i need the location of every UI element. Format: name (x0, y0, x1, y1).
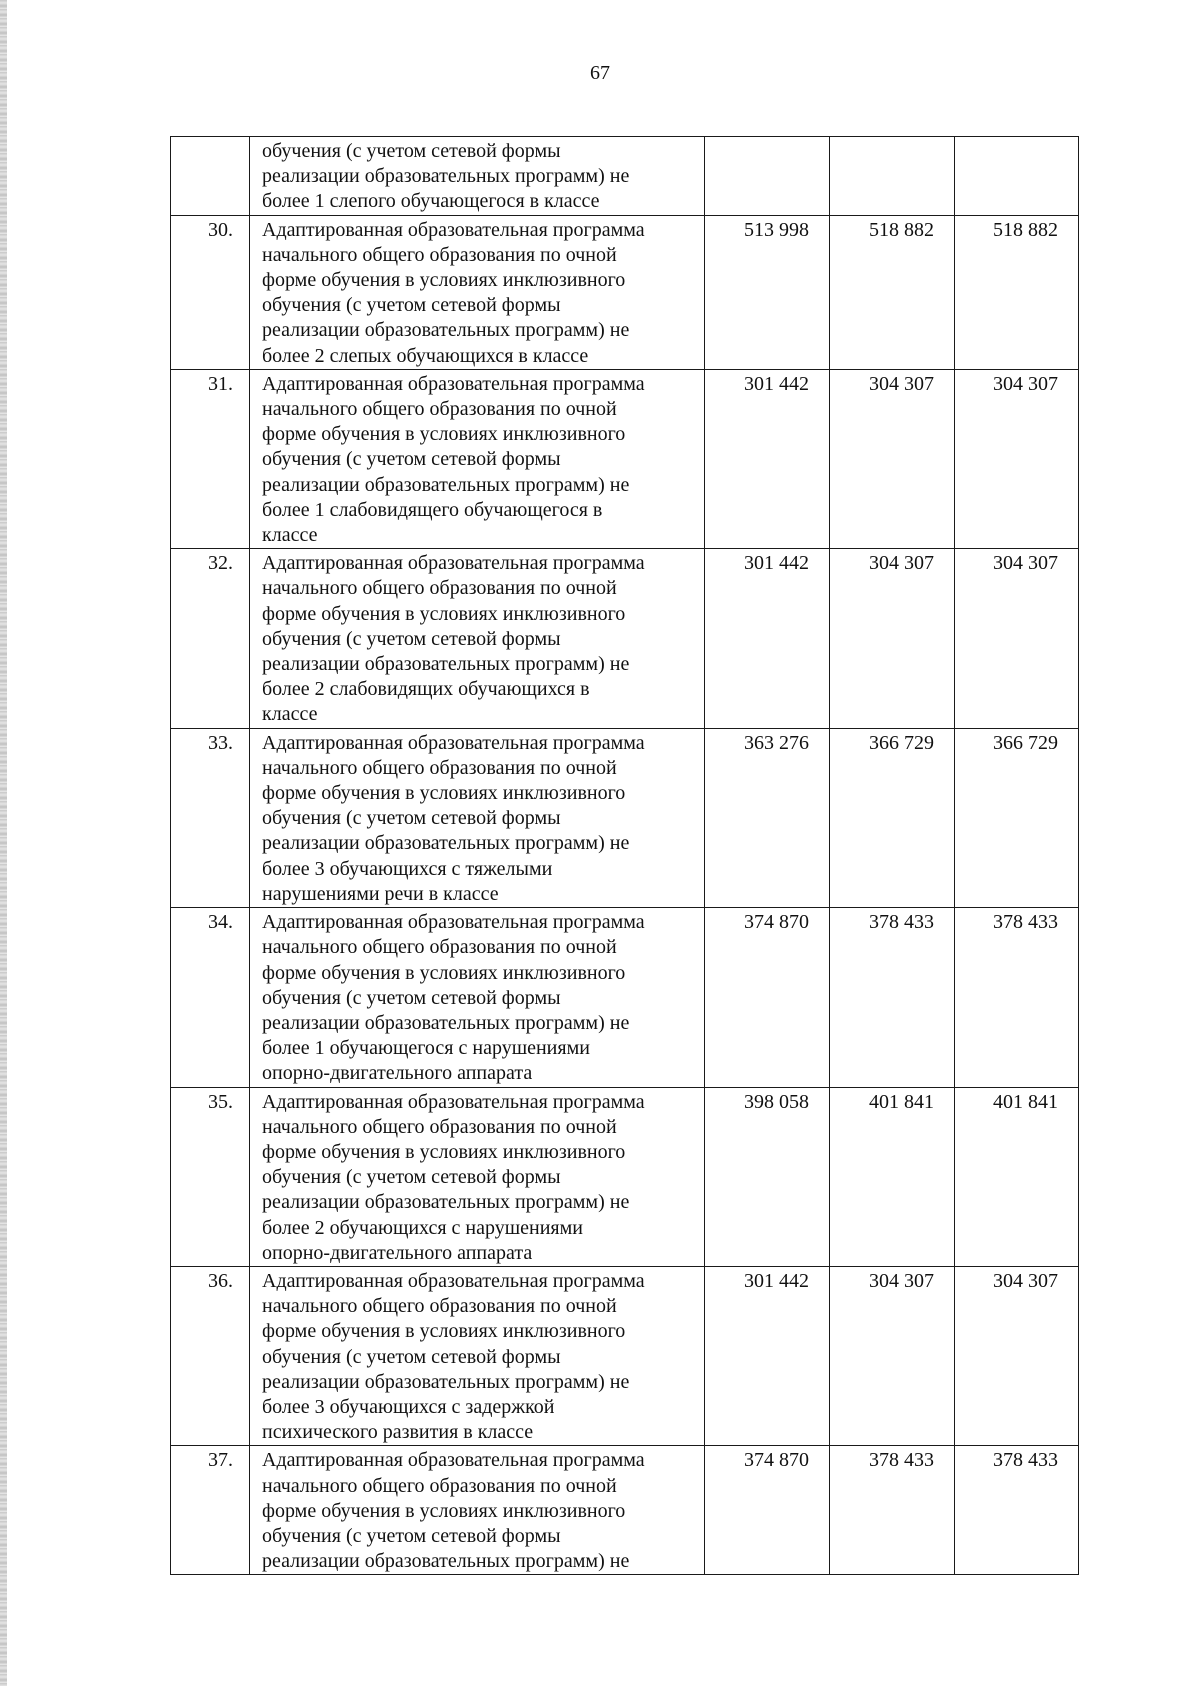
value-year-2: 304 307 (830, 1266, 955, 1445)
description-line: обучения (с учетом сетевой формы (262, 986, 561, 1009)
description-line: опорно-двигательного аппарата (262, 1241, 533, 1264)
description-line: реализации образовательных программ) не (262, 832, 630, 855)
table-row (171, 549, 1079, 728)
page-number: 67 (590, 62, 610, 84)
description-line: обучения (с учетом сетевой формы (262, 1345, 561, 1368)
program-description (250, 1087, 705, 1266)
description-line: Адаптированная образовательная программа (262, 1090, 645, 1113)
description-line: форме обучения в условиях инклюзивного (262, 269, 626, 292)
table-row (171, 1266, 1079, 1445)
description-line: реализации образовательных программ) не (262, 473, 630, 496)
program-description (250, 908, 705, 1087)
description-line: начального общего образования по очной (262, 756, 617, 779)
value-year-1: 374 870 (705, 908, 830, 1087)
row-number: 30. (171, 215, 250, 369)
description-line: реализации образовательных программ) не (262, 1550, 630, 1573)
description-line: психического развития в классе (262, 1421, 534, 1444)
row-number: 31. (171, 369, 250, 548)
row-number: 37. (171, 1446, 250, 1575)
table-row (171, 728, 1079, 907)
description-line: Адаптированная образовательная программа (262, 911, 645, 934)
value-year-1: 374 870 (705, 1446, 830, 1575)
description-line: начального общего образования по очной (262, 1115, 617, 1138)
scan-edge-artifact (0, 0, 7, 1686)
value-year-1: 363 276 (705, 728, 830, 907)
description-line: обучения (с учетом сетевой формы (262, 807, 561, 830)
description-line: Адаптированная образовательная программа (262, 218, 645, 241)
description-line: более 3 обучающихся с задержкой (262, 1395, 555, 1418)
value-year-1 (705, 137, 830, 216)
description-line: форме обучения в условиях инклюзивного (262, 423, 626, 446)
table-row (171, 369, 1079, 548)
description-line: более 2 слепых обучающихся в классе (262, 344, 589, 367)
program-description (250, 215, 705, 369)
description-line: реализации образовательных программ) не (262, 165, 630, 188)
description-line: более 1 обучающегося с нарушениями (262, 1037, 590, 1060)
description-line: реализации образовательных программ) не (262, 1370, 630, 1393)
value-year-2 (830, 137, 955, 216)
description-line: Адаптированная образовательная программа (262, 1449, 645, 1472)
program-description (250, 137, 705, 216)
value-year-3: 304 307 (955, 549, 1079, 728)
description-line: классе (262, 703, 318, 726)
description-line: реализации образовательных программ) не (262, 1191, 630, 1214)
description-line: форме обучения в условиях инклюзивного (262, 1499, 626, 1522)
value-year-1: 513 998 (705, 215, 830, 369)
row-number: 32. (171, 549, 250, 728)
value-year-3 (955, 137, 1079, 216)
value-year-3: 518 882 (955, 215, 1079, 369)
value-year-3: 378 433 (955, 908, 1079, 1087)
value-year-3: 378 433 (955, 1446, 1079, 1575)
description-line: форме обучения в условиях инклюзивного (262, 1140, 626, 1163)
program-description (250, 369, 705, 548)
table-body (171, 137, 1079, 1575)
description-line: более 2 обучающихся с нарушениями (262, 1216, 583, 1239)
description-line: обучения (с учетом сетевой формы (262, 140, 561, 162)
program-description (250, 549, 705, 728)
description-line: более 2 слабовидящих обучающихся в (262, 678, 590, 701)
description-line: начального общего образования по очной (262, 1474, 617, 1497)
description-line: начального общего образования по очной (262, 398, 617, 421)
value-year-1: 301 442 (705, 1266, 830, 1445)
description-line: реализации образовательных программ) не (262, 1011, 630, 1034)
description-line: начального общего образования по очной (262, 936, 617, 959)
description-line: Адаптированная образовательная программа (262, 1269, 645, 1292)
description-line: форме обучения в условиях инклюзивного (262, 961, 626, 984)
description-line: более 1 слепого обучающегося в классе (262, 190, 600, 213)
description-line: нарушениями речи в классе (262, 882, 499, 905)
program-description (250, 728, 705, 907)
row-number: 35. (171, 1087, 250, 1266)
description-line: более 1 слабовидящего обучающегося в (262, 498, 603, 521)
description-line: обучения (с учетом сетевой формы (262, 448, 561, 471)
table-row (171, 1446, 1079, 1575)
description-line: форме обучения в условиях инклюзивного (262, 1320, 626, 1343)
value-year-2: 378 433 (830, 1446, 955, 1575)
program-description (250, 1446, 705, 1575)
funding-table (170, 136, 1079, 1575)
value-year-1: 398 058 (705, 1087, 830, 1266)
description-line: опорно-двигательного аппарата (262, 1062, 533, 1085)
description-line: более 3 обучающихся с тяжелыми (262, 857, 553, 880)
value-year-1: 301 442 (705, 369, 830, 548)
value-year-2: 401 841 (830, 1087, 955, 1266)
description-line: форме обучения в условиях инклюзивного (262, 602, 626, 625)
value-year-3: 366 729 (955, 728, 1079, 907)
value-year-3: 304 307 (955, 1266, 1079, 1445)
table-row (171, 1087, 1079, 1266)
description-line: форме обучения в условиях инклюзивного (262, 782, 626, 805)
description-line: начального общего образования по очной (262, 243, 617, 266)
row-number: 33. (171, 728, 250, 907)
value-year-1: 301 442 (705, 549, 830, 728)
description-line: реализации образовательных программ) не (262, 319, 630, 342)
description-line: начального общего образования по очной (262, 577, 617, 600)
value-year-2: 518 882 (830, 215, 955, 369)
table-row (171, 137, 1079, 216)
description-line: классе (262, 524, 318, 547)
description-line: начального общего образования по очной (262, 1295, 617, 1318)
description-line: обучения (с учетом сетевой формы (262, 1166, 561, 1189)
description-line: Адаптированная образовательная программа (262, 372, 645, 395)
description-line: Адаптированная образовательная программа (262, 731, 645, 754)
row-number: 34. (171, 908, 250, 1087)
description-line: реализации образовательных программ) не (262, 653, 630, 676)
description-line: обучения (с учетом сетевой формы (262, 627, 561, 650)
description-line: обучения (с учетом сетевой формы (262, 294, 561, 317)
description-line: обучения (с учетом сетевой формы (262, 1524, 561, 1547)
table-row (171, 908, 1079, 1087)
value-year-3: 304 307 (955, 369, 1079, 548)
value-year-3: 401 841 (955, 1087, 1079, 1266)
value-year-2: 378 433 (830, 908, 955, 1087)
value-year-2: 304 307 (830, 549, 955, 728)
table-row (171, 215, 1079, 369)
description-line: Адаптированная образовательная программа (262, 552, 645, 575)
row-number (171, 137, 250, 216)
value-year-2: 366 729 (830, 728, 955, 907)
value-year-2: 304 307 (830, 369, 955, 548)
row-number: 36. (171, 1266, 250, 1445)
program-description (250, 1266, 705, 1445)
